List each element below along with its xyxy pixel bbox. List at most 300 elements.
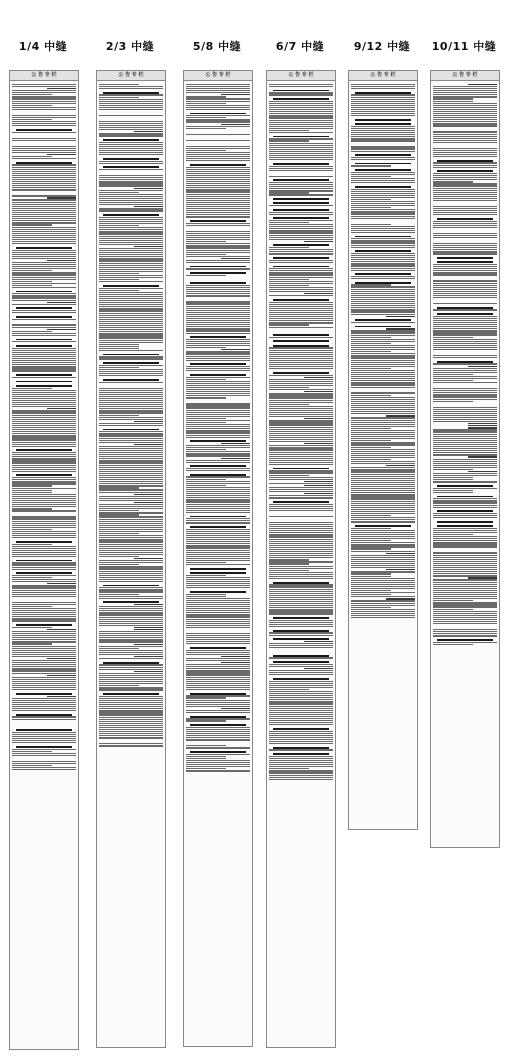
notice-text-line <box>269 327 333 328</box>
notice-text-line <box>186 700 250 701</box>
notice-heading-line <box>16 247 71 249</box>
notice-signature-line <box>221 656 250 657</box>
notice-text-line <box>12 710 76 711</box>
notice-text-line <box>433 450 497 451</box>
notice-heading-line <box>355 525 410 527</box>
notice-heading-line <box>273 340 328 342</box>
notice-text-line <box>269 568 333 569</box>
notice-text-line <box>186 554 250 555</box>
notice-text-line <box>269 352 333 353</box>
notice-text-line <box>269 645 333 646</box>
notice-text-line <box>269 316 333 317</box>
notice-text-line <box>12 668 76 669</box>
notice-text-line <box>186 612 250 613</box>
notice-gap <box>186 741 250 744</box>
notice-text-line <box>433 185 497 186</box>
notice-text-line <box>99 571 163 572</box>
notice-text-line <box>186 320 250 321</box>
notice-text-line <box>186 547 250 548</box>
notice-text-line <box>351 151 415 152</box>
notice-text-line <box>433 505 497 506</box>
notice-text-line <box>351 94 415 95</box>
notice-text-line <box>186 510 250 511</box>
notice-text-line <box>99 304 163 305</box>
notice-text-line <box>433 374 473 375</box>
notice-text-line <box>351 561 415 562</box>
notice-text-line <box>269 718 333 719</box>
notice-signature-line <box>134 644 163 645</box>
notice-text-line <box>269 395 333 396</box>
notice-text-line <box>351 101 415 102</box>
notice-text-line <box>99 527 163 528</box>
notice-text-line <box>269 120 333 121</box>
notice-heading-line <box>16 624 71 626</box>
notice-text-line <box>186 679 250 680</box>
notice-text-line <box>433 192 497 193</box>
notice-text-line <box>351 521 415 522</box>
notice-heading-line <box>190 272 245 274</box>
notice-text-line <box>269 230 333 231</box>
notice-text-line <box>433 92 497 93</box>
notice-text-line <box>351 442 415 443</box>
notice-text-line <box>186 254 226 255</box>
notice-text-line <box>186 758 226 759</box>
notice-text-line <box>12 554 76 555</box>
notice-text-line <box>351 567 415 568</box>
notice-text-line <box>99 731 163 732</box>
notice-text-line <box>12 763 76 764</box>
notice-gap <box>99 171 163 174</box>
notice-text-line <box>433 295 497 296</box>
notice-text-line <box>269 226 333 227</box>
notice-text-line <box>433 332 497 333</box>
notice-text-line <box>186 529 250 530</box>
notice-heading-line <box>273 617 328 619</box>
notice-text-line <box>12 274 76 275</box>
notice-text-line <box>433 517 497 518</box>
notice-text-line <box>269 302 333 303</box>
notice-text-line <box>12 239 76 240</box>
notice-text-line <box>351 586 415 587</box>
notice-heading-line <box>16 449 71 451</box>
notice-text-line <box>186 275 226 276</box>
notice-text-line <box>12 173 76 174</box>
notice-text-line <box>12 252 76 253</box>
notice-text-line <box>269 92 333 93</box>
notice-gap <box>186 629 250 632</box>
notice-text-line <box>186 250 250 251</box>
notice-text-line <box>12 535 76 536</box>
notice-text-line <box>99 103 163 104</box>
notice-signature-line <box>386 569 415 570</box>
notice-text-line <box>12 152 76 153</box>
notice-text-line <box>186 635 250 636</box>
notice-text-line <box>351 293 415 294</box>
notice-text-line <box>351 420 415 421</box>
notice-text-line <box>99 516 163 517</box>
notice-text-line <box>12 423 76 424</box>
notice-text-line <box>351 426 415 427</box>
notice-text-line <box>186 235 250 236</box>
notice-text-line <box>351 513 415 514</box>
notice-text-line <box>186 518 250 519</box>
notice-text-line <box>269 699 333 700</box>
notice-text-line <box>12 105 52 106</box>
notice-text-line <box>12 406 76 407</box>
notice-text-line <box>12 483 76 484</box>
notice-text-line <box>433 454 497 455</box>
notice-text-line <box>186 214 250 215</box>
notice-text-line <box>351 203 415 204</box>
notice-text-line <box>433 477 473 478</box>
notice-text-line <box>12 185 76 186</box>
notice-text-line <box>433 188 497 189</box>
notice-heading-line <box>190 751 245 753</box>
notice-text-line <box>12 753 76 754</box>
notice-text-line <box>351 507 415 508</box>
notice-text-line <box>351 189 415 190</box>
notice-text-line <box>12 435 76 436</box>
notice-gap <box>12 191 76 194</box>
notice-text-line <box>433 629 497 630</box>
notice-heading-line <box>190 465 245 467</box>
notice-signature-line <box>134 558 163 559</box>
notice-text-line <box>99 525 163 526</box>
notice-text-line <box>99 281 163 282</box>
notice-text-line <box>186 539 250 540</box>
notice-text-line <box>351 592 415 593</box>
notice-text-line <box>186 674 250 675</box>
notice-text-line <box>99 402 163 403</box>
notice-text-line <box>351 107 415 108</box>
notice-text-line <box>433 337 473 338</box>
notice-text-line <box>186 262 250 263</box>
notice-text-line <box>99 465 163 466</box>
notice-text-line <box>269 268 333 269</box>
notice-text-line <box>12 370 76 371</box>
notice-text-line <box>433 173 497 174</box>
notice-gap <box>433 299 497 302</box>
notice-text-line <box>351 201 415 202</box>
notice-signature-line <box>47 696 76 697</box>
notice-signature-line <box>386 316 415 317</box>
notice-text-line <box>12 460 76 461</box>
notice-text-line <box>99 704 163 705</box>
notice-text-line <box>99 689 163 690</box>
notice-text-line <box>12 677 76 678</box>
notice-text-line <box>99 458 163 459</box>
notice-text-line <box>99 202 163 203</box>
notice-text-line <box>351 299 415 300</box>
notice-text-line <box>99 737 163 738</box>
notice-text-line <box>351 157 415 158</box>
notice-text-line <box>433 644 473 645</box>
notice-text-line <box>269 320 333 321</box>
notice-text-line <box>186 358 250 359</box>
notice-text-line <box>351 146 415 147</box>
notice-text-line <box>269 454 333 455</box>
notice-text-line <box>269 470 333 471</box>
notice-text-line <box>269 647 333 648</box>
notice-text-line <box>269 416 333 417</box>
notice-text-line <box>12 429 76 430</box>
notice-text-line <box>351 463 415 464</box>
notice-text-line <box>351 218 415 219</box>
notice-text-line <box>351 335 415 336</box>
notice-text-line <box>99 208 163 209</box>
notice-text-line <box>186 103 226 104</box>
notice-heading-line <box>355 282 410 284</box>
notice-text-line <box>12 150 76 151</box>
notice-heading-line <box>16 291 71 293</box>
notice-text-line <box>99 86 163 87</box>
notice-text-line <box>269 722 333 723</box>
notice-signature-line <box>304 481 333 482</box>
notice-text-line <box>99 735 163 736</box>
notice-text-line <box>12 471 76 472</box>
notice-text-line <box>269 431 333 432</box>
notice-text-line <box>433 235 497 236</box>
notice-text-line <box>12 769 76 770</box>
notice-text-line <box>269 472 333 473</box>
notice-text-line <box>99 598 163 599</box>
notice-text-line <box>12 281 52 282</box>
notice-text-line <box>351 405 415 406</box>
notice-text-line <box>269 772 333 773</box>
notice-text-line <box>99 271 163 272</box>
notice-text-line <box>269 239 333 240</box>
notice-text-line <box>99 675 163 676</box>
notice-text-line <box>99 450 163 451</box>
notice-text-line <box>433 481 497 482</box>
notice-text-line <box>186 179 250 180</box>
notice-text-line <box>433 113 497 114</box>
notice-text-line <box>12 433 76 434</box>
notice-text-line <box>433 440 497 441</box>
notice-signature-line <box>386 328 415 329</box>
notice-text-line <box>99 236 163 237</box>
notice-text-line <box>186 418 226 419</box>
notice-text-line <box>99 683 163 684</box>
notice-text-line <box>12 350 76 351</box>
notice-text-line <box>269 504 333 505</box>
notice-text-line <box>351 596 415 597</box>
notice-text-line <box>186 633 250 634</box>
notice-text-line <box>186 623 250 624</box>
notice-text-line <box>351 263 415 264</box>
notice-heading-line <box>355 163 410 165</box>
notice-text-line <box>433 210 497 211</box>
notice-text-line <box>351 226 415 227</box>
notice-heading-line <box>273 202 328 204</box>
notice-text-line <box>433 532 497 533</box>
notice-text-line <box>99 367 139 368</box>
notice-heading-line <box>190 282 245 284</box>
notice-text-line <box>186 602 250 603</box>
notice-text-line <box>12 231 76 232</box>
notice-text-line <box>186 387 250 388</box>
notice-signature-line <box>304 493 333 494</box>
notice-signature-line <box>468 577 497 578</box>
notice-gap <box>186 130 250 133</box>
notice-text-line <box>12 673 76 674</box>
notice-text-line <box>186 445 250 446</box>
notice-text-line <box>99 200 163 201</box>
notice-text-line <box>433 575 497 576</box>
notice-text-line <box>433 372 497 373</box>
notice-text-line <box>186 739 250 740</box>
notice-text-line <box>351 362 415 363</box>
notice-text-line <box>12 654 76 655</box>
notice-text-line <box>12 254 76 255</box>
notice-text-line <box>351 387 415 388</box>
notice-text-line <box>12 562 76 563</box>
notice-text-line <box>186 303 250 304</box>
notice-text-line <box>351 392 415 393</box>
notice-gap <box>186 227 250 230</box>
notice-text-line <box>433 320 497 321</box>
notice-text-line <box>269 368 333 369</box>
notice-text-line <box>433 515 497 516</box>
notice-text-line <box>99 396 163 397</box>
notice-text-line <box>269 566 333 567</box>
notice-text-line <box>351 488 415 489</box>
notice-text-line <box>186 587 250 588</box>
notice-text-line <box>433 392 497 393</box>
notice-text-line <box>351 544 415 545</box>
notice-text-line <box>351 395 391 396</box>
notice-text-line <box>186 731 250 732</box>
notice-text-line <box>351 505 415 506</box>
notice-text-line <box>269 182 333 183</box>
notice-text-line <box>12 620 76 621</box>
notice-text-line <box>269 424 333 425</box>
notice-text-line <box>186 289 250 290</box>
notice-text-line <box>351 322 415 323</box>
notice-text-line <box>99 150 163 151</box>
notice-text-line <box>12 92 76 93</box>
notice-text-line <box>12 660 76 661</box>
notice-text-line <box>351 411 415 412</box>
notice-text-line <box>99 471 163 472</box>
notice-text-line <box>351 270 415 271</box>
notice-heading-line <box>103 214 158 216</box>
notice-text-line <box>12 529 52 530</box>
notice-text-line <box>99 685 139 686</box>
notice-text-line <box>12 685 76 686</box>
notice-text-line <box>186 449 226 450</box>
notice-text-line <box>269 381 333 382</box>
notice-text-line <box>99 321 163 322</box>
notice-text-line <box>99 556 139 557</box>
notice-strip-header: 公 告 专 栏 <box>431 71 499 81</box>
notice-text-line <box>12 279 76 280</box>
notice-text-line <box>12 646 76 647</box>
notice-text-line <box>269 561 333 562</box>
notice-text-line <box>269 495 333 496</box>
notice-text-line <box>99 331 163 332</box>
notice-text-line <box>351 459 391 460</box>
notice-text-line <box>186 430 250 431</box>
notice-gap <box>99 384 163 387</box>
notice-text-line <box>269 695 333 696</box>
notice-text-line <box>433 442 497 443</box>
notice-heading-line <box>355 119 410 121</box>
notice-text-line <box>12 415 76 416</box>
notice-text-line <box>12 633 76 634</box>
notice-text-line <box>351 401 415 402</box>
notice-text-line <box>99 568 163 569</box>
notice-text-line <box>351 314 415 315</box>
notice-signature-line <box>304 377 333 378</box>
notice-text-line <box>269 168 333 169</box>
notice-text-line <box>433 136 497 137</box>
notice-text-line <box>269 497 333 498</box>
notice-text-line <box>269 591 333 592</box>
notice-text-line <box>99 269 163 270</box>
notice-text-line <box>186 437 250 438</box>
notice-text-line <box>269 310 333 311</box>
notice-text-line <box>186 287 250 288</box>
notice-gap <box>12 598 76 601</box>
notice-text-line <box>269 422 333 423</box>
notice-text-line <box>186 328 250 329</box>
notice-text-line <box>433 552 497 553</box>
notice-gap <box>351 389 415 392</box>
notice-text-line <box>12 556 76 557</box>
notice-text-line <box>99 392 163 393</box>
notice-text-line <box>186 233 250 234</box>
notice-text-line <box>99 310 163 311</box>
notice-text-line <box>99 460 163 461</box>
notice-text-line <box>99 144 163 145</box>
notice-text-line <box>12 637 76 638</box>
notice-text-line <box>351 259 415 260</box>
notice-text-line <box>12 656 76 657</box>
notice-text-line <box>186 729 250 730</box>
notice-text-line <box>186 470 250 471</box>
notice-text-line <box>351 517 415 518</box>
notice-text-line <box>269 412 333 413</box>
notice-heading-line <box>355 169 410 171</box>
notice-text-line <box>186 643 250 644</box>
notice-text-line <box>269 460 333 461</box>
notice-text-line <box>351 492 415 493</box>
notice-gap <box>99 739 163 742</box>
notice-text-line <box>433 500 497 501</box>
notice-text-line <box>186 146 250 147</box>
notice-text-line <box>186 485 226 486</box>
notice-text-line <box>12 204 76 205</box>
notice-text-line <box>99 404 163 405</box>
notice-text-line <box>269 295 333 296</box>
notice-text-line <box>99 333 163 334</box>
notice-gap <box>351 143 415 146</box>
notice-text-line <box>269 733 333 734</box>
notice-text-line <box>269 176 333 177</box>
notice-text-line <box>269 322 333 323</box>
notice-text-line <box>433 459 497 460</box>
notice-signature-line <box>47 408 76 409</box>
notice-text-line <box>99 633 163 634</box>
notice-text-line <box>12 216 76 217</box>
notice-text-line <box>433 592 497 593</box>
notice-text-line <box>12 148 76 149</box>
notice-text-line <box>186 316 250 317</box>
notice-text-line <box>186 681 250 682</box>
notice-text-line <box>99 337 163 338</box>
notice-signature-line <box>134 627 163 628</box>
